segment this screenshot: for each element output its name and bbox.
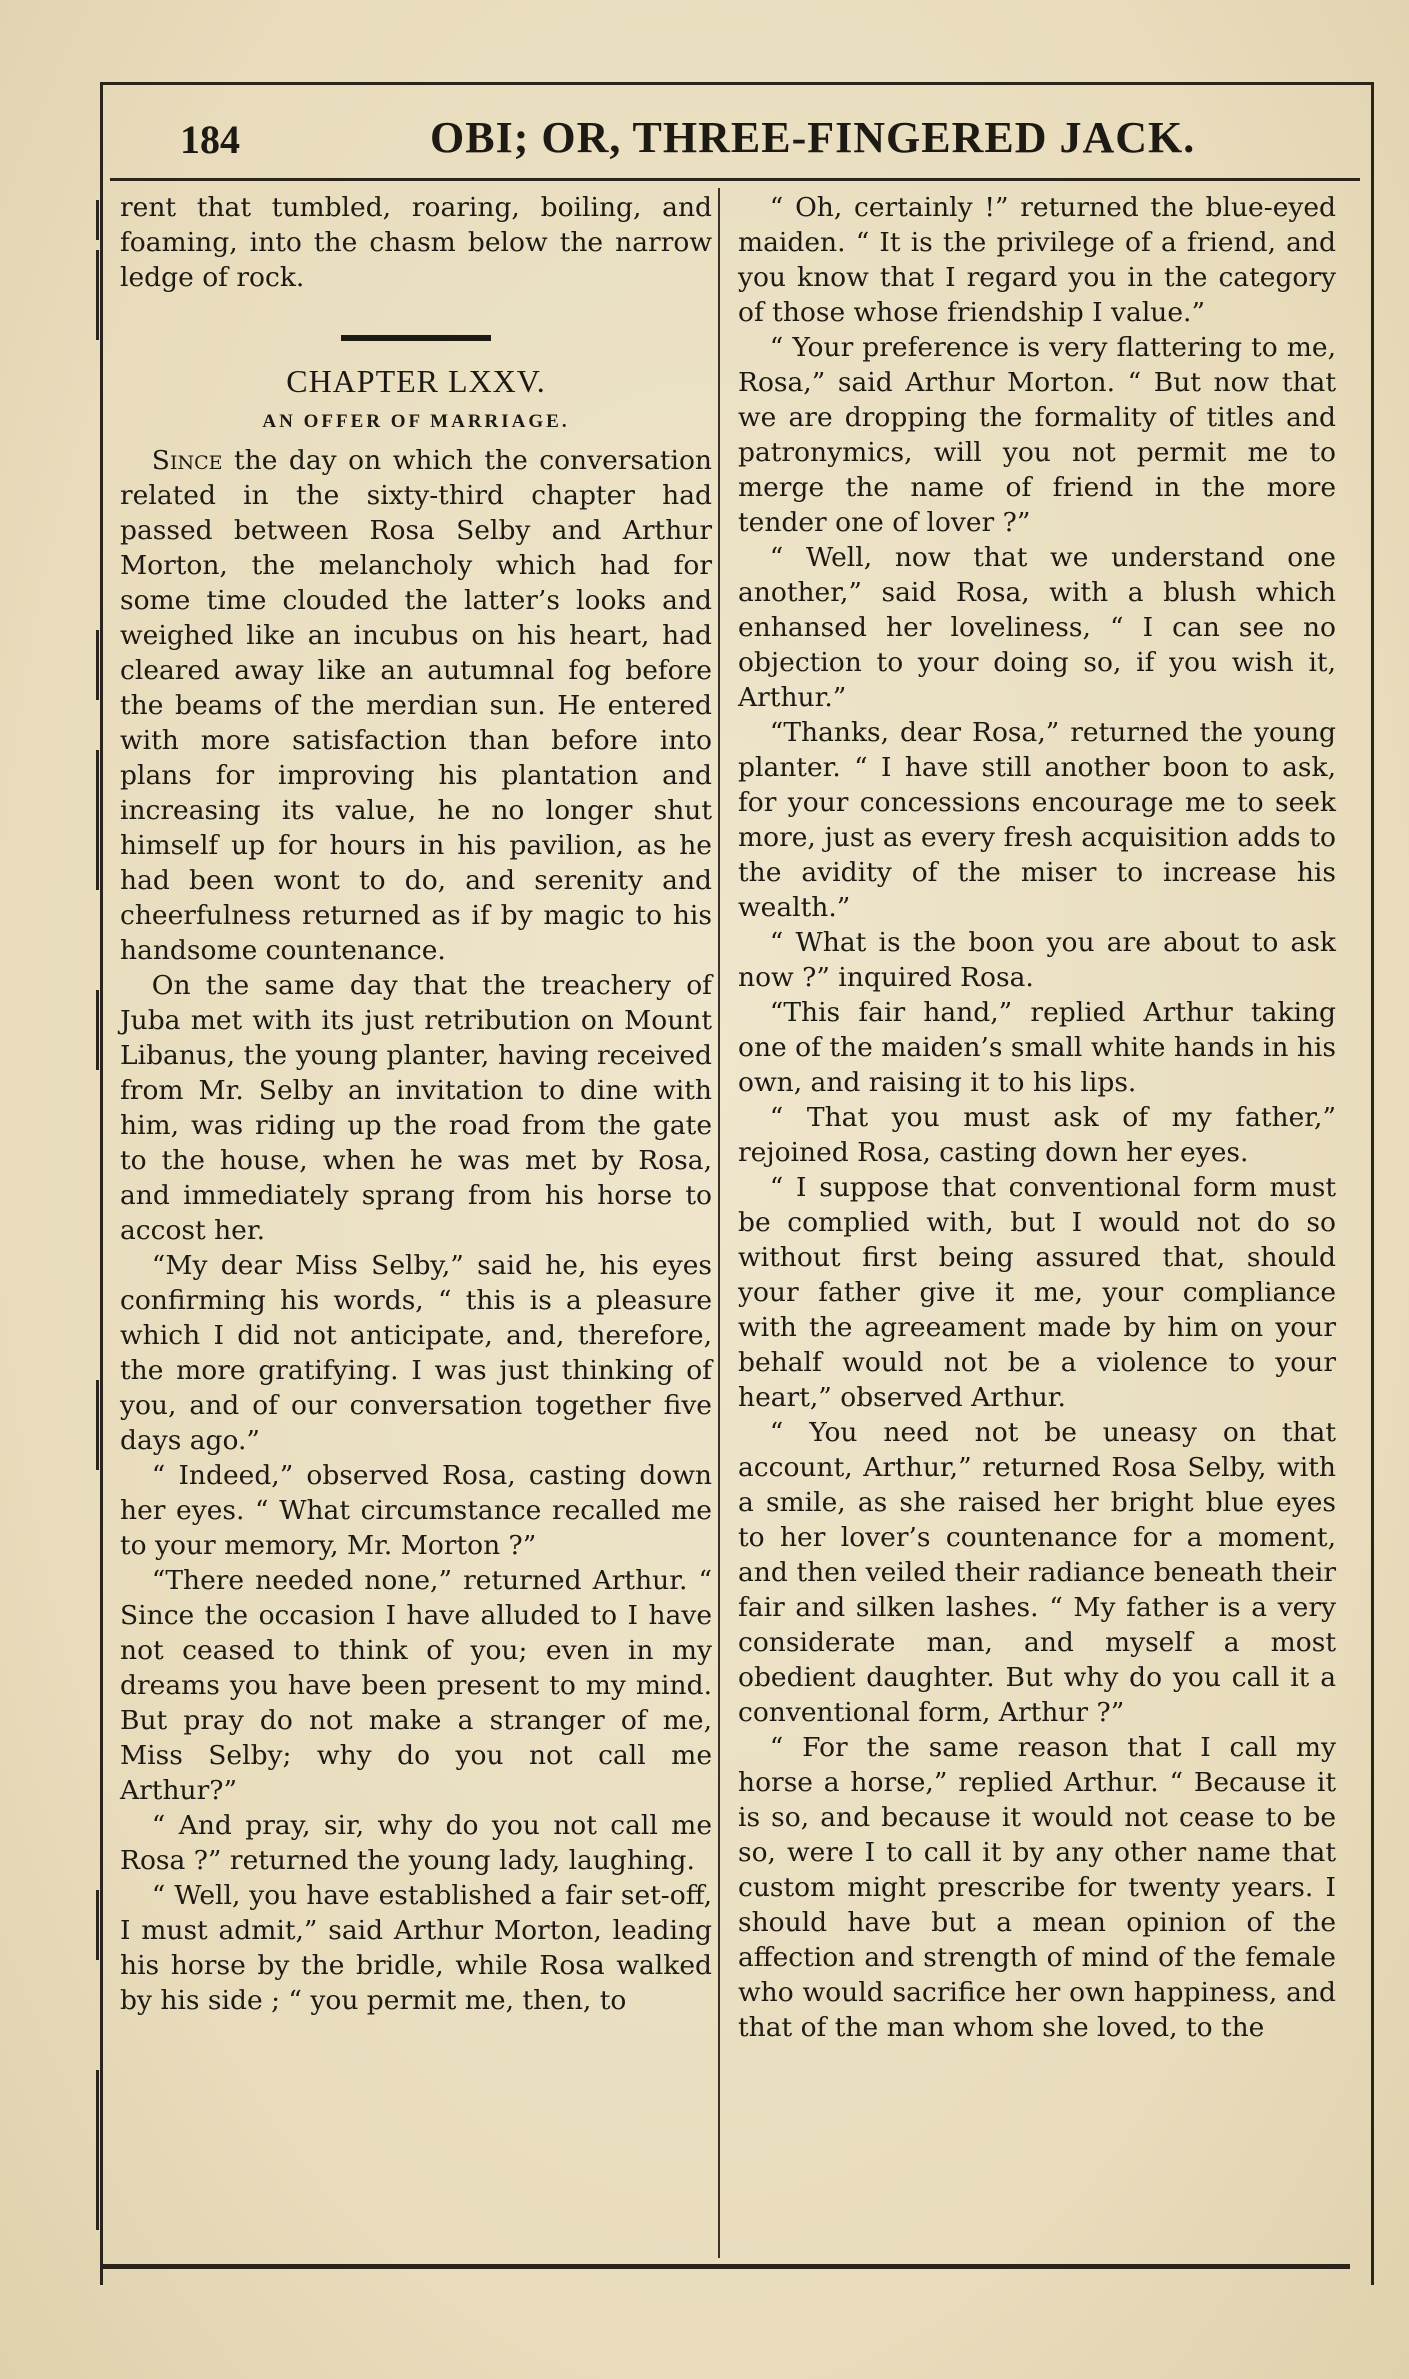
paragraph: “This fair hand,” replied Arthur taking one of the maiden’s small white hands in his own, and raising it to his lips. [738,997,1336,1098]
paragraph: “ Well, now that we understand one another,” said Rosa, with a blush which enhansed her loveliness, “ I can see no objection to your doing so, if you wish it, Arthur.” [738,542,1336,713]
right-column [738,190,1336,2045]
page-header [110,106,1360,166]
paragraph: “ You need not be uneasy on that account, Arthur,” returned Rosa Selby, with a smile, as she raised her bright blue eyes to her lover’s countenance for a moment, and then veiled their radiance beneath their fair and silken lashes. “ My father is a very considerate man, and myself a most obedient daughter. But why do you call it a conventional form, Arthur ?” [738,1417,1336,1728]
paragraph: “ Your preference is very flattering to me, Rosa,” said Arthur Morton. “ But now that we are dropping the formality of titles and patronymics, will you not permit me to merge the name of friend in the more tender one of lover ?” [738,332,1336,538]
chapter-title: CHAPTER LXXV. [286,363,546,399]
paragraph: “ For the same reason that I call my horse a horse,” replied Arthur. “ Because it is so, and because it would not cease to be so, were I to call it by any other name that custom might prescribe for twenty years. I should have but a mean opinion of the affection and strength of mind of the female who would sacrifice her own happiness, and that of the man whom she loved, to the [738,1732,1336,2043]
paragraph: “ That you must ask of my father,” rejoined Rosa, casting down her eyes. [738,1102,1336,1168]
header-rule [110,178,1360,181]
paragraph: “My dear Miss Selby,” said he, his eyes confirming his words, “ this is a pleasure which I did not anticipate, and, therefore, the more gratifying. I was just thinking of you, and of our conversation together five days ago.” [120,1250,712,1456]
margin-marks [96,190,110,2250]
paragraph: “Thanks, dear Rosa,” returned the young planter. “ I have still another boon to ask, for your concessions encourage me to seek more, just as every fresh acquisition adds to the avidity of the miser to increase his wealth.” [738,717,1336,923]
paragraph: “ What is the boon you are about to ask now ?” inquired Rosa. [738,927,1336,993]
paragraph: “ Oh, certainly !” returned the blue-eyed maiden. “ It is the privilege of a friend, and you know that I regard you in the category of those whose friendship I value.” [738,192,1336,328]
opening-paragraph-text: the day on which the conversation related in the sixty-third chapter had passed between Rosa Selby and Arthur Morton, the melancholy which had for some time clouded the latter’s looks and weighed like an incubus on his heart, had cleared away like an autumnal fog before the beams of the merdian sun. He entered with more satisfaction than before into plans for improving his plantation and increasing its value, he no longer shut himself up for hours in his pavilion, as he had been wont to do, and serenity and cheerfulness returned as if by magic to his handsome countenance. [120,445,712,966]
left-column [120,190,712,2018]
continued-paragraph: rent that tumbled, roaring, boiling, and foaming, into the chasm below the narrow ledge of rock. [120,192,712,293]
footer-rule [100,2264,1350,2269]
paragraph: “There needed none,” returned Arthur. “ Since the occasion I have alluded to I have not ceased to think of you; even in my dreams you have been present to my mind. But pray do not make a stranger of me, Miss Selby; why do you not call me Arthur?” [120,1565,712,1806]
chapter-subtitle: AN OFFER OF MARRIAGE. [262,411,570,432]
paragraph: “ And pray, sir, why do you not call me Rosa ?” returned the young lady, laughing. [120,1810,712,1876]
opening-paragraph [120,443,712,968]
paragraph: “ Indeed,” observed Rosa, casting down her eyes. “ What circumstance recalled me to your memory, Mr. Morton ?” [120,1460,712,1561]
paragraph: “ Well, you have established a fair set-off, I must admit,” said Arthur Morton, leading his horse by the bridle, while Rosa walked by his side ; “ you permit me, then, to [120,1880,712,2016]
drop-word: Since [151,445,223,476]
paragraph: “ I suppose that conventional form must be complied with, but I would not do so without first being assured that, should your father give it me, your compliance with the agreeament made by him on your behalf would not be a violence to your heart,” observed Arthur. [738,1172,1336,1413]
paragraph: On the same day that the treachery of Juba met with its just retribution on Mount Libanus, the young planter, having received from Mr. Selby an invitation to dine with him, was riding up the road from the gate to the house, when he was met by Rosa, and immediately sprang from his horse to accost her. [120,970,712,1246]
column-divider [718,188,720,2258]
section-rule [341,335,491,341]
running-title: OBI; OR, THREE-FINGERED JACK. [430,113,1196,162]
page-number: 184 [180,117,240,162]
